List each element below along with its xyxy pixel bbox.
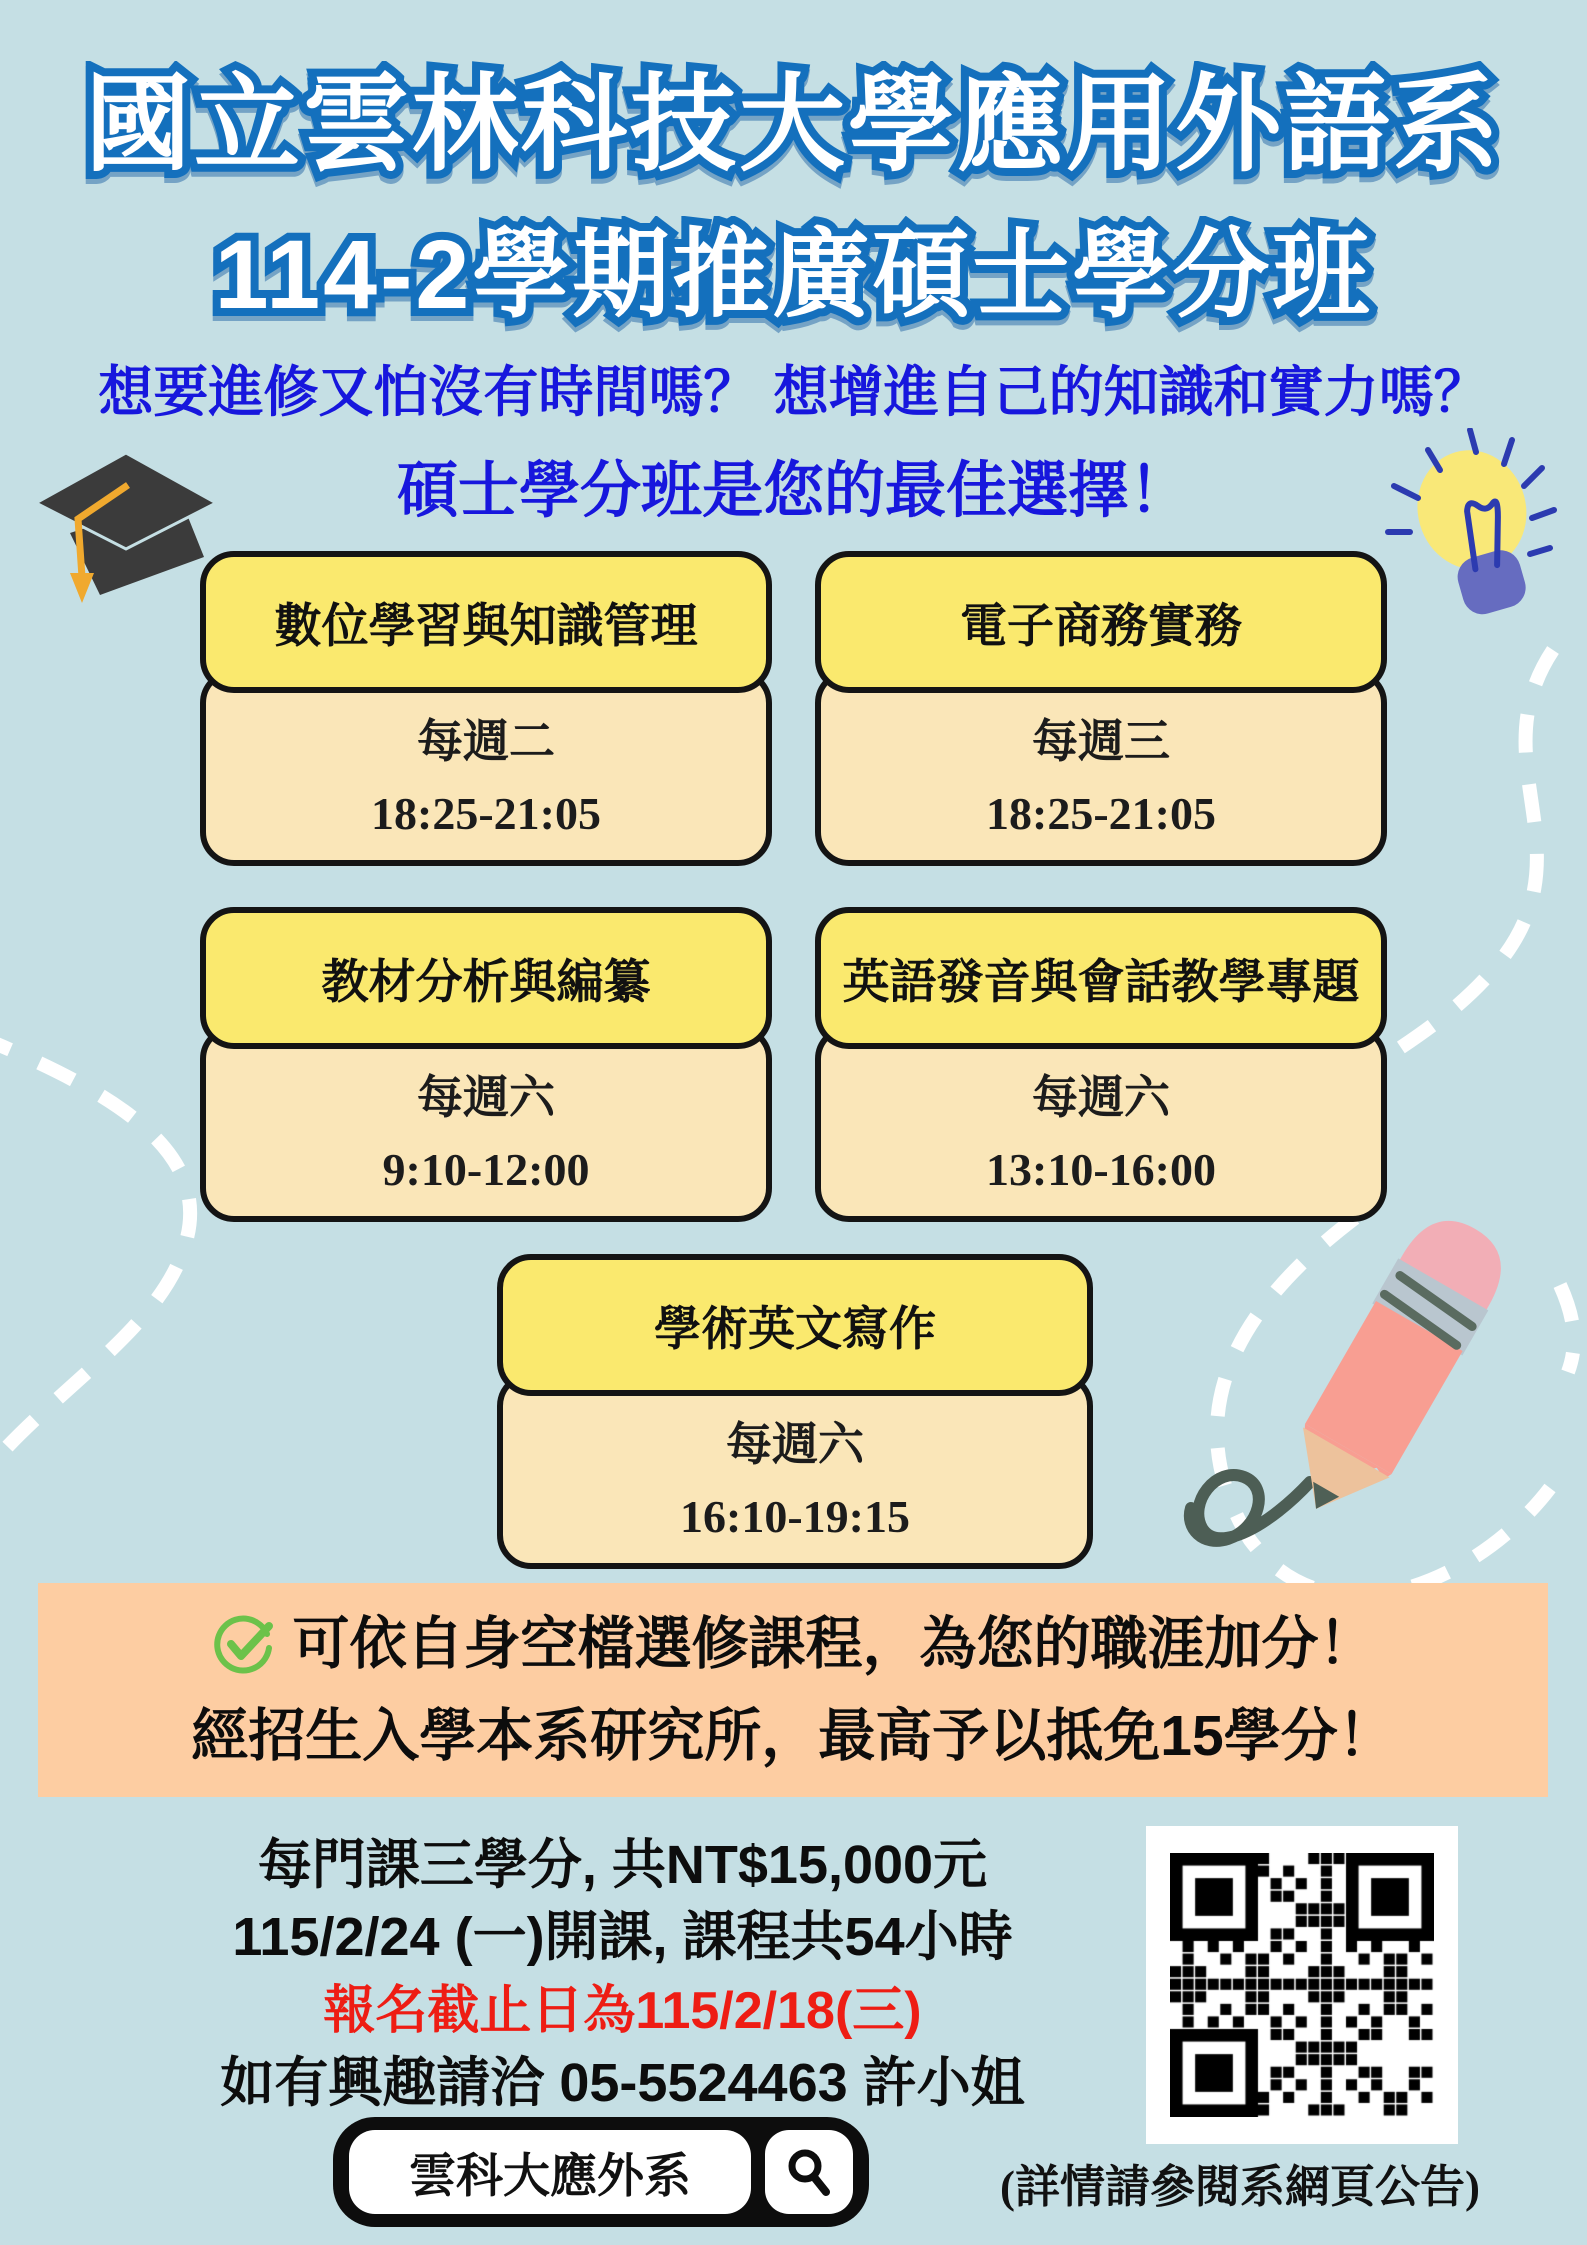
fee-info: 每門課三學分, 共NT$15,000元 xyxy=(257,1835,988,1895)
poster-title-line1: 國立雲林科技大學應用外語系 xyxy=(85,66,1502,184)
course-schedule xyxy=(815,1025,1387,1222)
course-schedule xyxy=(815,669,1387,866)
qr-code-canvas xyxy=(1170,1853,1434,2117)
course-day: 每週三 xyxy=(1032,716,1170,768)
poster-subtitle-line2: 碩士學分班是您的最佳選擇！ xyxy=(396,456,1190,524)
course-card xyxy=(815,907,1387,1222)
course-card xyxy=(497,1254,1093,1569)
highlight-line1: 可依自身空檔選修課程，為您的職涯加分！ xyxy=(292,1611,1376,1676)
search-icon xyxy=(783,2146,835,2198)
course-name: 學術英文寫作 xyxy=(497,1254,1093,1396)
search-bar[interactable] xyxy=(333,2117,869,2227)
pencil-icon xyxy=(1120,1190,1587,1610)
course-schedule xyxy=(497,1372,1093,1569)
course-time: 18:25-21:05 xyxy=(986,787,1216,839)
course-day: 每週二 xyxy=(417,716,555,768)
search-button[interactable] xyxy=(765,2130,853,2214)
course-day: 每週六 xyxy=(1032,1072,1170,1124)
course-time: 9:10-12:00 xyxy=(382,1143,590,1195)
course-name: 電子商務實務 xyxy=(815,551,1387,693)
course-day: 每週六 xyxy=(726,1419,864,1471)
footer-note: (詳情請參閱系網頁公告) xyxy=(1000,2162,1480,2212)
course-card xyxy=(200,907,772,1222)
highlight-line2: 經招生入學本系研究所，最高予以抵免15學分！ xyxy=(191,1704,1395,1768)
deadline-info: 報名截止日為115/2/18(三) xyxy=(323,1982,922,2040)
course-time: 13:10-16:00 xyxy=(986,1143,1216,1195)
poster-subtitle-line1: 想要進修又怕沒有時間嗎？ 想增進自己的知識和實力嗎？ xyxy=(98,361,1489,423)
course-schedule xyxy=(200,669,772,866)
qr-code xyxy=(1146,1826,1458,2144)
poster-title-line2: 114-2學期推廣碩士學分班 xyxy=(214,220,1373,329)
pencil-scribble xyxy=(1190,1475,1310,1541)
start-date-info: 115/2/24 (一)開課, 課程共54小時 xyxy=(232,1907,1013,1967)
course-name: 英語發音與會話教學專題 xyxy=(815,907,1387,1049)
course-card xyxy=(815,551,1387,866)
green-check-icon xyxy=(211,1612,275,1676)
course-day: 每週六 xyxy=(417,1072,555,1124)
course-card xyxy=(200,551,772,866)
course-time: 16:10-19:15 xyxy=(680,1490,910,1542)
course-name: 教材分析與編纂 xyxy=(200,907,772,1049)
course-schedule xyxy=(200,1025,772,1222)
course-time: 18:25-21:05 xyxy=(371,787,601,839)
search-input[interactable]: 雲科大應外系 xyxy=(349,2130,751,2214)
contact-info: 如有興趣請洽 05-5524463 許小姐 xyxy=(220,2053,1025,2113)
highlight-banner xyxy=(38,1583,1548,1797)
course-name: 數位學習與知識管理 xyxy=(200,551,772,693)
